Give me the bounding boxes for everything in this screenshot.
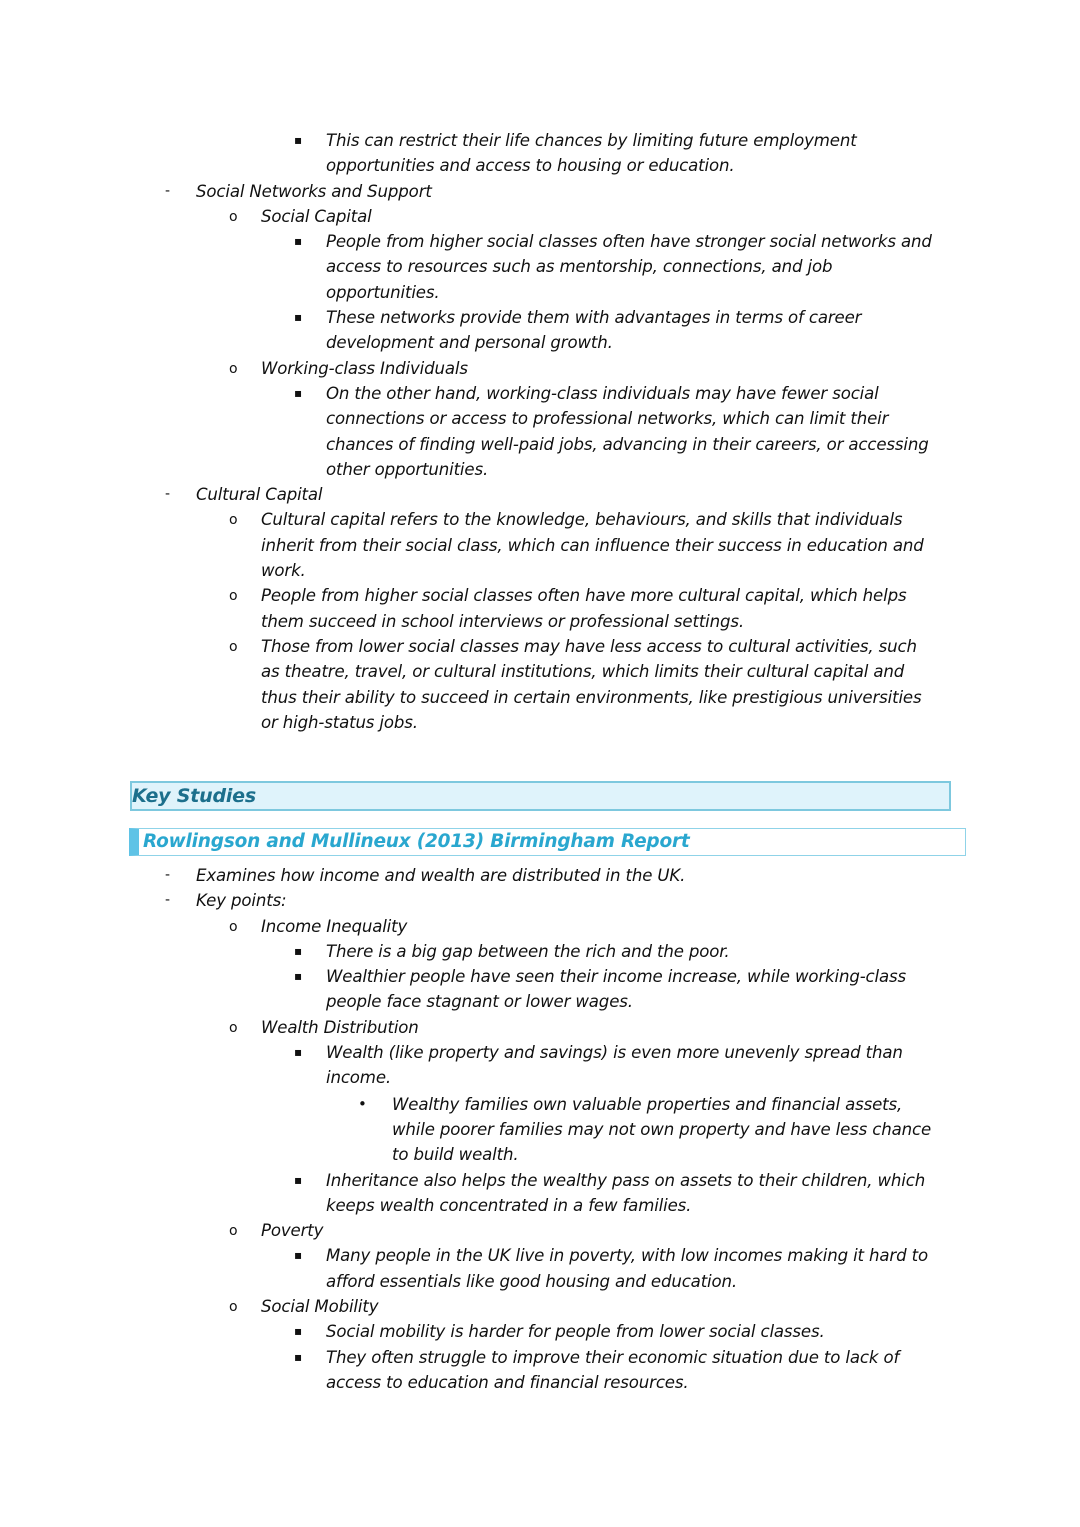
circle-bullet-icon: o xyxy=(229,918,238,935)
square-bullet-icon: ▪ xyxy=(294,385,302,400)
list-item-wealth-distribution: o Wealth Distribution xyxy=(0,1015,940,1040)
circle-bullet-icon: o xyxy=(229,208,238,225)
circle-bullet-icon: o xyxy=(229,1299,238,1316)
square-bullet-icon: ▪ xyxy=(294,133,302,147)
circle-bullet-icon: o xyxy=(229,1019,238,1036)
circle-bullet-icon: o xyxy=(229,360,238,377)
list-item: ▪ Many people in the UK live in poverty, with low incomes making it hard to afford essentials like good housing and education. xyxy=(0,1243,940,1294)
dot-bullet-icon: • xyxy=(358,1094,367,1113)
list-item: ▪ Social mobility is harder for people from lower social classes. xyxy=(0,1319,940,1344)
square-bullet-icon: ▪ xyxy=(294,234,302,249)
list-item: ▪ These networks provide them with advantages in terms of career development and personal growth. xyxy=(0,305,940,356)
heading-1-text: Key Studies xyxy=(132,785,256,807)
key-studies-heading xyxy=(130,781,951,811)
list-item: o People from higher social classes often have more cultural capital, which helps them succeed in school interviews or professional settings. xyxy=(229,586,907,631)
list-item: o Those from lower social classes may have less access to cultural activities, such as theatre, travel, or cultural institutions, which limits their cultural capital and thus their ability to succeed in certain environments, like prestigious universities or high-status jobs. xyxy=(229,636,922,732)
list-item: ▪ Inheritance also helps the wealthy pass on assets to their children, which keeps wealth concentrated in a few families. xyxy=(0,1168,940,1219)
list-item-social-mobility: o Social Mobility xyxy=(0,1294,940,1319)
circle-bullet-icon: o xyxy=(229,588,238,605)
square-bullet-icon: ▪ xyxy=(294,1248,302,1263)
dash-bullet-icon: - xyxy=(165,867,170,883)
list-item-poverty: o Poverty xyxy=(0,1218,940,1243)
circle-bullet-icon: o xyxy=(229,512,238,529)
square-bullet-icon: ▪ xyxy=(294,310,302,325)
list-item-income-inequality: o Income Inequality xyxy=(0,914,940,939)
list-item: o Cultural capital refers to the knowledge, behaviours, and skills that individuals inherit from their social class, which can influence their success in education and work. xyxy=(229,510,924,581)
list-item: ▪ Wealth (like property and savings) is even more unevenly spread than income. xyxy=(0,1040,940,1091)
square-bullet-icon: ▪ xyxy=(294,969,302,984)
square-bullet-icon: ▪ xyxy=(294,1324,302,1339)
study-content xyxy=(0,863,1080,1395)
list-item-social-networks: - Social Networks and Support xyxy=(0,179,940,204)
top-section xyxy=(0,128,1080,735)
dash-bullet-icon: - xyxy=(165,892,170,909)
list-item-working-class: o Working-class Individuals xyxy=(0,356,940,381)
square-bullet-icon: ▪ xyxy=(294,1045,302,1060)
list-item-cultural-capital: - Cultural Capital xyxy=(0,482,940,507)
list-item: ▪ They often struggle to improve their economic situation due to lack of access to education and financial resources. xyxy=(0,1345,940,1396)
circle-bullet-icon: o xyxy=(229,1223,238,1240)
square-bullet-icon: ▪ xyxy=(294,943,302,958)
list-item: ▪ Wealthier people have seen their income increase, while working-class people face stagnant or lower wages. xyxy=(0,964,940,1015)
list-item: ▪ People from higher social classes often have stronger social networks and access to resources such as mentorship, connections, and job opportunities. xyxy=(0,229,940,305)
square-bullet-icon: ▪ xyxy=(294,1349,302,1364)
list-item: • Wealthy families own valuable properties and financial assets, while poorer families may not own property and have less chance to build wealth. xyxy=(0,1092,940,1168)
list-item: ▪ On the other hand, working-class individuals may have fewer social connections or access to professional networks, which can limit their chances of finding well-paid jobs, advancing in their careers, or accessing other opportunities. xyxy=(0,381,940,482)
list-item-social-capital: o Social Capital xyxy=(0,204,940,229)
study-heading xyxy=(129,828,966,856)
heading-2-text: Rowlingson and Mullineux (2013) Birmingham Report xyxy=(143,831,690,852)
dash-bullet-icon: - xyxy=(165,486,170,503)
list-item: ▪ There is a big gap between the rich and the poor. xyxy=(0,939,940,964)
list-item: ▪ This can restrict their life chances by limiting future employment opportunities and access to housing or education. xyxy=(0,128,940,179)
list-item-key-points: - Key points: xyxy=(0,888,940,913)
square-bullet-icon: ▪ xyxy=(294,1172,302,1187)
list-item-summary: - Examines how income and wealth are distributed in the UK. xyxy=(0,863,940,888)
circle-bullet-icon: o xyxy=(229,638,238,655)
dash-bullet-icon: - xyxy=(165,182,170,199)
